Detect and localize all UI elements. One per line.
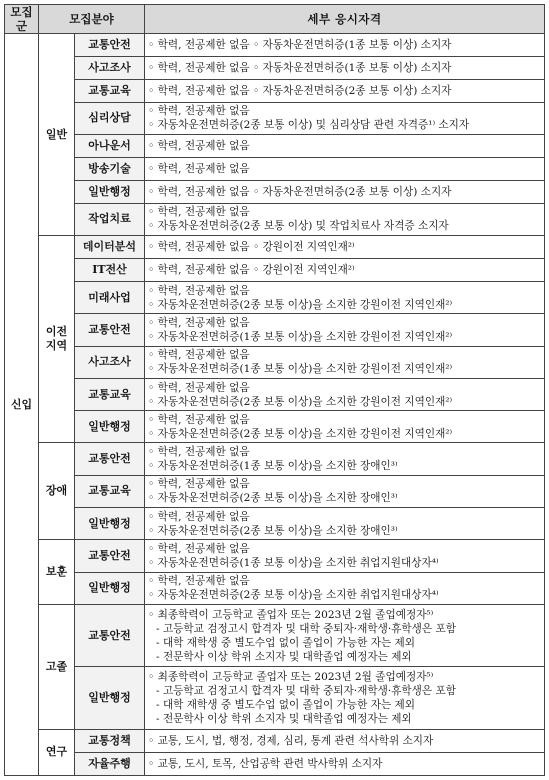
table-row [5, 752, 545, 775]
field-cell: 교통교육 [75, 79, 145, 102]
header-group: 모집군 [5, 5, 39, 34]
detail-line: ◦ 학력, 전공제한 없음 [148, 381, 250, 394]
detail-cell [145, 102, 545, 134]
detail-line: ◦ 자동차운전면허증(2종 보통 이상)을 소지한 장애인³⁾ [148, 492, 398, 505]
detail-cell [145, 572, 545, 604]
table-row [5, 281, 545, 313]
detail-line: ◦ 학력, 전공제한 없음 [148, 478, 250, 491]
detail-subline: - 전문학사 이상 학위 소지자 및 대학졸업 예정자는 제외 [156, 713, 412, 726]
table-row [5, 508, 545, 540]
detail-line: ◦ 학력, 전공제한 없음 [148, 140, 250, 153]
table-row [5, 203, 545, 235]
detail-subline: - 전문학사 이상 학위 소지자 및 대학졸업 예정자는 제외 [156, 650, 412, 663]
detail-cell [145, 79, 545, 102]
field-cell: 일반행정 [75, 572, 145, 604]
table-row [5, 79, 545, 102]
detail-line: ◦ 학력, 전공제한 없음 ◦ 자동차운전면허증(1종 보통 이상) 소지자 [148, 61, 452, 74]
table-row [5, 604, 545, 667]
detail-subline: - 고등학교 검정고시 합격자 및 대학 중퇴자·재학생·휴학생은 포함 [156, 685, 456, 698]
detail-line: ◦ 자동차운전면허증(2종 보통 이상)을 소지한 강원이전 지역인재²⁾ [148, 298, 453, 311]
detail-cell [145, 540, 545, 572]
section-cell: 보훈 [39, 540, 75, 605]
field-cell: 교통안전 [75, 604, 145, 667]
field-cell: 방송기술 [75, 157, 145, 180]
detail-line: ◦ 자동차운전면허증(2종 보통 이상)을 소지한 취업지원대상자⁴⁾ [148, 589, 439, 602]
table-row [5, 411, 545, 443]
detail-line: ◦ 학력, 전공제한 없음 [148, 284, 250, 297]
header-detail: 세부 응시자격 [145, 5, 545, 34]
detail-cell [145, 56, 545, 79]
detail-line: ◦ 학력, 전공제한 없음 [148, 575, 250, 588]
detail-cell [145, 135, 545, 158]
detail-cell [145, 157, 545, 180]
detail-line: ◦ 자동차운전면허증(2종 보통 이상)을 소지한 강원이전 지역인재²⁾ [148, 395, 453, 408]
detail-line: ◦ 자동차운전면허증(2종 보통 이상)을 소지한 장애인³⁾ [148, 524, 398, 537]
detail-line: ◦ 학력, 전공제한 없음 [148, 446, 250, 459]
detail-cell [145, 729, 545, 752]
detail-line: ◦ 자동차운전면허증(1종 보통 이상)을 소지한 강원이전 지역인재²⁾ [148, 363, 453, 376]
table-row [5, 346, 545, 378]
detail-line: ◦ 학력, 전공제한 없음 ◦ 강원이전 지역인재²⁾ [148, 241, 355, 254]
table-row [5, 135, 545, 158]
section-cell: 이전 지역 [39, 236, 75, 443]
field-cell: 교통안전 [75, 34, 145, 57]
field-cell: 일반행정 [75, 180, 145, 203]
table-row [5, 729, 545, 752]
detail-line: ◦ 교통, 도시, 토목, 산업공학 관련 박사학위 소지자 [148, 757, 383, 770]
detail-cell [145, 259, 545, 282]
detail-cell [145, 443, 545, 475]
field-cell: 데이터분석 [75, 236, 145, 259]
field-cell: 교통안전 [75, 443, 145, 475]
detail-cell [145, 508, 545, 540]
table-row [5, 378, 545, 410]
table-row [5, 236, 545, 259]
detail-line: ◦ 학력, 전공제한 없음 ◦ 자동차운전면허증(2종 보통 이상) 소지자 [148, 185, 452, 198]
field-cell: 교통교육 [75, 475, 145, 507]
field-cell: 교통정책 [75, 729, 145, 752]
detail-line: ◦ 학력, 전공제한 없음 ◦ 자동차운전면허증(1종 보통 이상) 소지자 [148, 38, 452, 51]
table-row [5, 572, 545, 604]
table-row [5, 475, 545, 507]
detail-line: ◦ 자동차운전면허증(2종 보통 이상) 및 심리상담 관련 자격증¹⁾ 소지자 [148, 119, 470, 132]
detail-line: ◦ 교통, 도시, 법, 행정, 경제, 심리, 통계 관련 석사학위 소지자 [148, 734, 434, 747]
field-cell: 자율주행 [75, 752, 145, 775]
section-cell: 연구 [39, 729, 75, 775]
detail-cell [145, 314, 545, 346]
field-cell: 미래사업 [75, 281, 145, 313]
field-cell: 교통교육 [75, 378, 145, 410]
eligibility-table [4, 4, 545, 776]
section-cell: 고졸 [39, 604, 75, 729]
detail-line: ◦ 최종학력이 고등학교 졸업자 또는 2023년 2월 졸업예정자⁵⁾ [148, 608, 434, 621]
field-cell: 일반행정 [75, 667, 145, 730]
field-cell: 교통안전 [75, 540, 145, 572]
header-field: 모집분야 [39, 5, 145, 34]
detail-line: ◦ 자동차운전면허증(2종 보통 이상) 및 작업치료사 자격증 소지자 [148, 220, 449, 233]
table-row [5, 314, 545, 346]
detail-subline: - 대학 재학생 중 별도수업 없이 졸업이 가능한 자는 제외 [156, 636, 416, 649]
field-cell: 일반행정 [75, 411, 145, 443]
detail-cell [145, 346, 545, 378]
table-row [5, 180, 545, 203]
table-row [5, 102, 545, 134]
field-cell: 사고조사 [75, 56, 145, 79]
detail-line: ◦ 학력, 전공제한 없음 [148, 206, 250, 219]
table-row [5, 540, 545, 572]
detail-cell [145, 236, 545, 259]
table-row [5, 34, 545, 57]
detail-line: ◦ 자동차운전면허증(1종 보통 이상)을 소지한 취업지원대상자⁴⁾ [148, 556, 439, 569]
detail-line: ◦ 학력, 전공제한 없음 [148, 162, 250, 175]
table-header-row [5, 5, 545, 34]
field-cell: 일반행정 [75, 508, 145, 540]
detail-line: ◦ 학력, 전공제한 없음 ◦ 강원이전 지역인재²⁾ [148, 264, 355, 276]
table-row [5, 667, 545, 730]
detail-cell [145, 667, 545, 730]
detail-subline: - 고등학교 검정고시 합격자 및 대학 중퇴자·재학생·휴학생은 포함 [156, 622, 456, 635]
detail-line: ◦ 학력, 전공제한 없음 [148, 349, 250, 362]
detail-cell [145, 203, 545, 235]
detail-line: ◦ 최종학력이 고등학교 졸업자 또는 2023년 2월 졸업예정자⁵⁾ [148, 671, 434, 684]
table-body [5, 34, 545, 776]
field-cell: 사고조사 [75, 346, 145, 378]
detail-cell [145, 34, 545, 57]
field-cell: 작업치료 [75, 203, 145, 235]
detail-subline: - 대학 재학생 중 별도수업 없이 졸업이 가능한 자는 제외 [156, 699, 416, 712]
detail-cell [145, 378, 545, 410]
field-cell: 아나운서 [75, 135, 145, 158]
field-cell: IT전산 [75, 259, 145, 282]
detail-line: ◦ 학력, 전공제한 없음 [148, 413, 250, 426]
detail-line: ◦ 자동차운전면허증(2종 보통 이상)을 소지한 강원이전 지역인재²⁾ [148, 427, 453, 440]
detail-cell [145, 180, 545, 203]
section-cell: 일반 [39, 34, 75, 236]
detail-line: ◦ 자동차운전면허증(1종 보통 이상)을 소지한 장애인³⁾ [148, 460, 398, 473]
detail-cell [145, 281, 545, 313]
table-row [5, 56, 545, 79]
section-cell: 장애 [39, 443, 75, 540]
detail-cell [145, 411, 545, 443]
group-cell: 신입 [5, 34, 39, 776]
detail-line: ◦ 학력, 전공제한 없음 ◦ 자동차운전면허증(2종 보통 이상) 소지자 [148, 84, 452, 97]
detail-line: ◦ 학력, 전공제한 없음 [148, 542, 250, 555]
detail-line: ◦ 자동차운전면허증(1종 보통 이상)을 소지한 강원이전 지역인재²⁾ [148, 330, 453, 343]
table-row [5, 259, 545, 282]
table-row [5, 443, 545, 475]
detail-line: ◦ 학력, 전공제한 없음 [148, 510, 250, 523]
detail-cell [145, 475, 545, 507]
field-cell: 교통안전 [75, 314, 145, 346]
table-row [5, 157, 545, 180]
detail-line: ◦ 학력, 전공제한 없음 [148, 316, 250, 329]
detail-cell [145, 604, 545, 667]
field-cell: 심리상담 [75, 102, 145, 134]
detail-cell [145, 752, 545, 775]
detail-line: ◦ 학력, 전공제한 없음 [148, 105, 250, 118]
